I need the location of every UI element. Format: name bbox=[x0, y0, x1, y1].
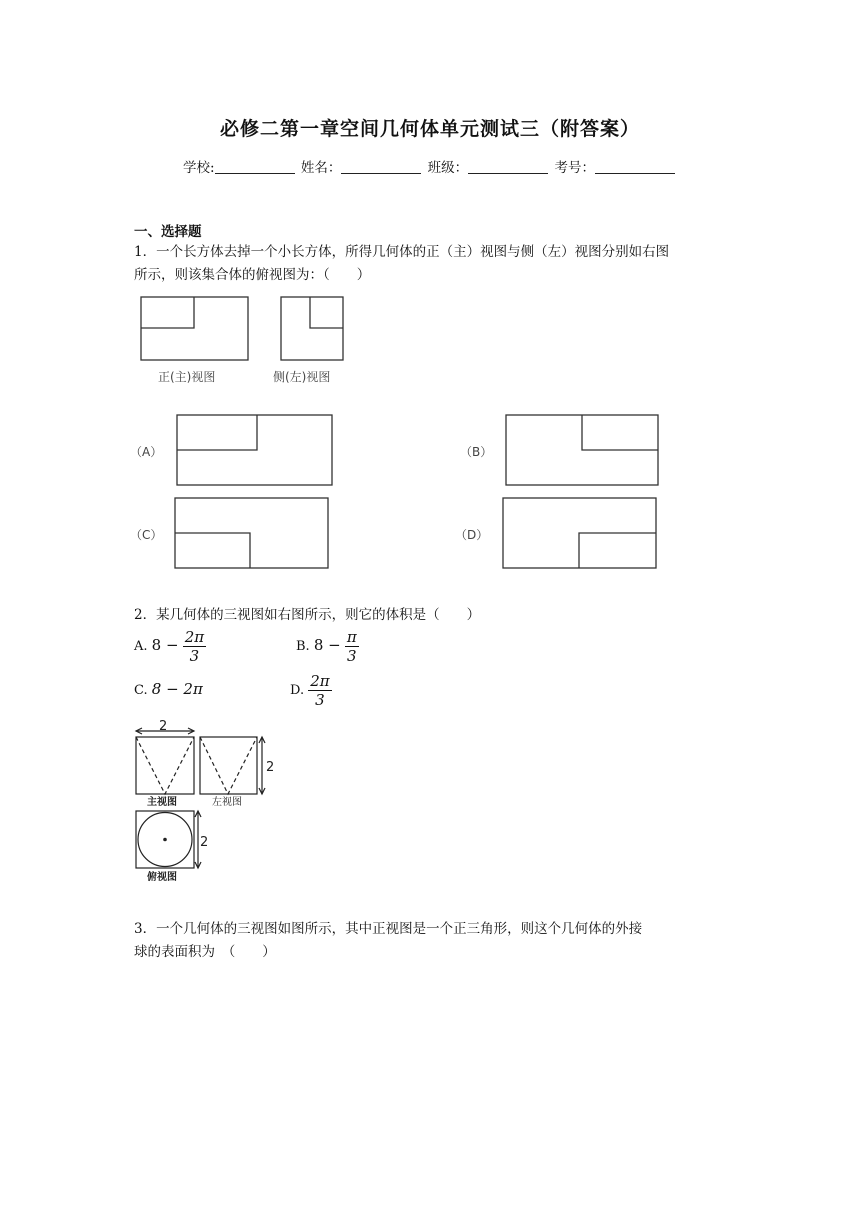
q1-option-c-label: （C） bbox=[130, 528, 163, 542]
student-info-line bbox=[0, 156, 860, 176]
question-3-line-2: 球的表面积为 （ ） bbox=[134, 944, 276, 960]
q2-option-c-expression: 8 − 2π bbox=[151, 680, 203, 698]
q2-option-d bbox=[290, 672, 332, 709]
q2-dim-side: 2 bbox=[266, 760, 275, 775]
school-blank bbox=[215, 159, 295, 174]
question-1-stem bbox=[134, 241, 734, 287]
q2-option-b-fraction bbox=[345, 628, 359, 665]
q2-option-c-label: C. bbox=[134, 683, 148, 698]
q2-option-a-prefix: 8 − bbox=[151, 636, 179, 654]
q1-option-c-figure bbox=[175, 498, 328, 568]
q2-dim-plan: 2 bbox=[200, 835, 209, 850]
name-blank bbox=[341, 159, 421, 174]
question-3-stem bbox=[134, 918, 734, 964]
q2-option-d-numerator: 2π bbox=[310, 672, 330, 690]
q2-front-view bbox=[136, 737, 194, 794]
q2-option-d-fraction bbox=[308, 672, 331, 709]
q2-left-view bbox=[200, 737, 257, 794]
q2-caption-front: 主视图 bbox=[147, 797, 177, 808]
q2-option-a-numerator: 2π bbox=[184, 628, 205, 646]
q1-front-caption: 正(主)视图 bbox=[158, 370, 216, 384]
exam-number-blank bbox=[595, 159, 675, 174]
q2-option-a-fraction bbox=[183, 628, 206, 665]
question-2-figure bbox=[128, 720, 278, 885]
q1-option-a-label: （A） bbox=[130, 445, 163, 459]
q2-option-d-label: D. bbox=[290, 683, 305, 698]
q1-option-a-figure bbox=[177, 415, 332, 485]
name-label: 姓名： bbox=[300, 160, 342, 176]
question-1-line-1: 1．一个长方体去掉一个小长方体，所得几何体的正（主）视图与侧（左）视图分别如右图 bbox=[134, 244, 670, 260]
q1-option-d-label: （D） bbox=[455, 528, 489, 542]
q2-option-a bbox=[134, 628, 206, 665]
class-label: 班级： bbox=[427, 160, 469, 176]
q2-option-d-denominator: 3 bbox=[315, 691, 325, 709]
q2-option-c bbox=[134, 680, 203, 698]
exam-number-label: 考号： bbox=[554, 160, 595, 176]
question-1-line-2: 所示，则该集合体的俯视图为：（ ） bbox=[134, 267, 371, 283]
q2-center-dot bbox=[163, 838, 167, 842]
q2-option-b bbox=[296, 628, 359, 665]
q2-option-a-label: A. bbox=[134, 639, 148, 654]
section-heading: 一、选择题 bbox=[134, 224, 202, 240]
q2-caption-top: 俯视图 bbox=[147, 872, 177, 883]
question-3-line-1: 3．一个几何体的三视图如图所示，其中正视图是一个正三角形，则这个几何体的外接 bbox=[134, 921, 643, 937]
page-title: 必修二第一章空间几何体单元测试三（附答案） bbox=[219, 118, 640, 140]
q2-option-b-prefix: 8 − bbox=[313, 636, 341, 654]
question-2-stem: 2．某几何体的三视图如右图所示，则它的体积是（ ） bbox=[134, 607, 481, 623]
q1-option-d-figure bbox=[503, 498, 656, 568]
q1-option-b-figure bbox=[506, 415, 658, 485]
q2-caption-left: 左视图 bbox=[212, 797, 242, 808]
q2-option-b-denominator: 3 bbox=[347, 647, 357, 665]
school-label: 学校: bbox=[183, 160, 215, 176]
q2-option-a-denominator: 3 bbox=[189, 647, 200, 665]
q2-dim-top: 2 bbox=[159, 720, 168, 734]
q1-side-caption: 侧(左)视图 bbox=[273, 370, 331, 384]
class-blank bbox=[468, 159, 548, 174]
q1-option-b-label: （B） bbox=[460, 445, 493, 459]
q1-front-view bbox=[141, 297, 248, 360]
q2-option-b-label: B. bbox=[296, 639, 310, 654]
question-1-figure bbox=[130, 290, 690, 575]
q2-option-b-numerator: π bbox=[346, 628, 357, 646]
q1-side-view bbox=[281, 297, 343, 360]
